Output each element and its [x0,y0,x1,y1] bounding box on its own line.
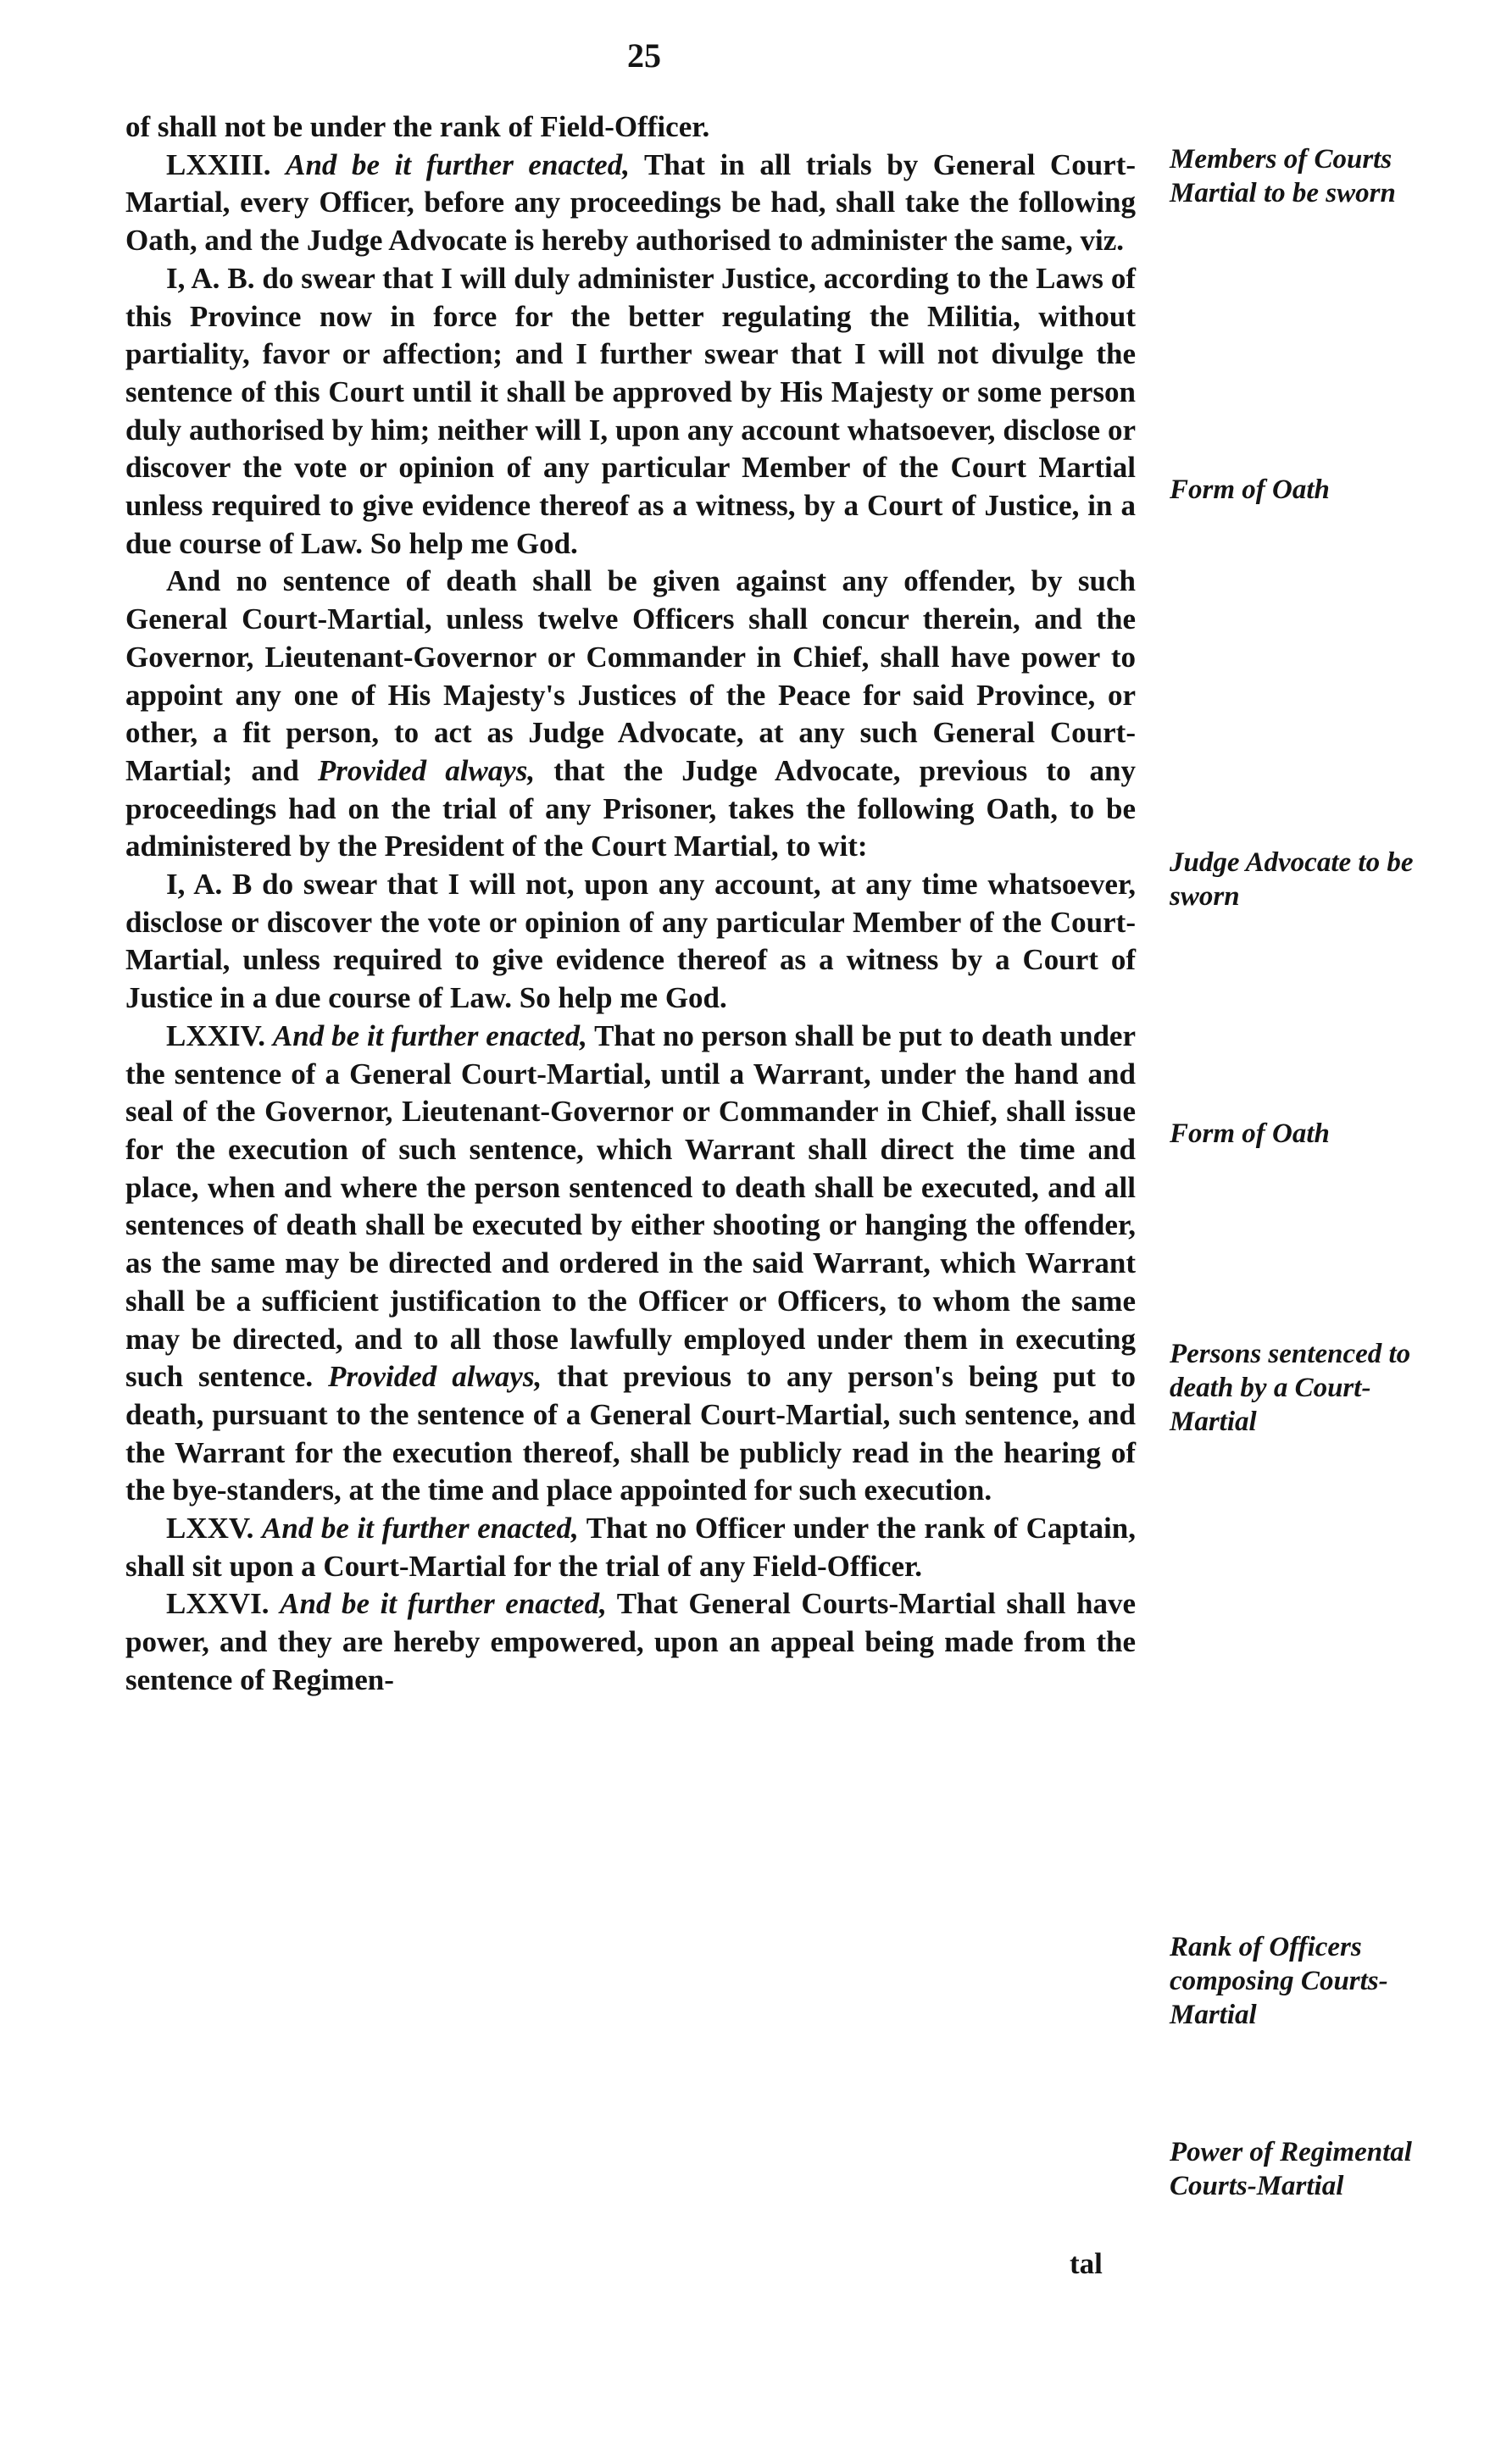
proviso-clause: Provided always, [317,753,536,787]
section-lxxv [125,1510,1136,1585]
margin-note: Persons sentenced to death by a Court-Martial [1170,1339,1411,1437]
margin-note: Judge Advocate to be sworn [1170,847,1414,912]
margin-note: Form of Oath [1170,474,1330,505]
paragraph-text: That in all trials by General Court-Martial, every Officer, before any proceedings be had, shall take the following Oath, and the Judge Advocate is hereby authorised to administer the same, viz. [125,147,1137,258]
paragraph-text: that previous to any person's being put to death, pursuant to the sentence of a General Court-Martial, such sentence, and the Warrant for the execution thereof, shall be publicly read in the hearing of the bye-standers, at the time and place appointed for such execution. [125,1360,1137,1507]
enacting-clause: And be it further enacted, [272,1018,587,1052]
margin-note: Members of Courts Martial to be sworn [1170,144,1396,208]
enacting-clause: And be it further enacted, [280,1587,607,1621]
enacting-clause: And be it further enacted, [286,147,630,181]
section-number: LXXIV. [166,1018,266,1052]
paragraph-text: of shall not be under the rank of Field-Officer. [125,110,710,143]
margin-note: Rank of Officers composing Courts-Martial [1170,1932,1388,2030]
page-number: 25 [627,36,661,75]
proviso-clause: Provided always, [328,1360,542,1394]
section-lxxiv [125,1018,1136,1510]
section-number: LXXIII. [166,147,271,181]
catchword: tal [1070,2247,1103,2280]
paragraph-text: that the Judge Advocate, previous to any proceedings had on the trial of any Prisoner, takes the following Oath, to be administered by the President of the Court Martial, to wit: [125,753,1136,863]
margin-note: Form of Oath [1170,1118,1330,1149]
paragraph-text: I, A. B do swear that I will not, upon any account, at any time whatsoever, disclose or discover the vote or opinion of any particular Member of the Court-Martial, unless required to give evidence thereof as a witness by a Court of Justice in a due course of Law. So help me God. [125,868,1136,1015]
paragraph-text: That General Courts-Martial shall have power, and they are hereby empowered, upon an appeal being made from the sentence of Regimen- [125,1587,1136,1696]
section-number: LXXVI. [166,1587,270,1621]
paragraph-continuation [125,108,1136,147]
section-number: LXXV. [166,1512,254,1546]
paragraph-text: That no person shall be put to death under the sentence of a General Court-Martial, until a Warrant, under the hand and seal of the Governor, Lieutenant-Governor or Commander in Chief, shall issue for the execution of such sentence, which Warrant shall direct the time and place, when and where the person sentenced to death shall be executed, and all sentences of death shall be executed by either shooting or hanging the offender, as the same may be directed and ordered in the said Warrant, which Warrant shall be a sufficient justification to the Officer or Officers, to whom the same may be directed, and to all those lawfully employed under them in executing such sentence. [125,1018,1136,1394]
paragraph-text: I, A. B. do swear that I will duly administer Justice, according to the Laws of this Province now in force for the better regulating the Militia, without partiality, favor or affection; and I further swear that I will not divulge the sentence of this Court until it shall be approved by His Majesty or some person duly authorised by him; neither will I, upon any account whatsoever, disclose or discover the vote or opinion of any particular Member of the Court Martial unless required to give evidence thereof as a witness, by a Court of Justice, in a due course of Law. So help me God. [125,261,1136,560]
section-lxxvi [125,1585,1136,1699]
enacting-clause: And be it further enacted, [262,1512,579,1546]
paragraph-text: And no sentence of death shall be given against any offender, by such General Court-Martial, unless twelve Officers shall concur therein, and the Governor, Lieutenant-Governor or Commander in Chief, shall have power to appoint any one of His Majesty's Justices of the Peace for said Province, or other, a fit person, to act as Judge Advocate, at any such General Court-Martial; and [125,564,1136,787]
main-text-column [125,108,1136,1700]
oath-officers [125,260,1136,563]
paragraph-text: That no Officer under the rank of Captain, shall sit upon a Court-Martial for the trial of any Field-Officer. [125,1512,1136,1583]
judge-advocate-paragraph [125,563,1136,866]
margin-note: Power of Regimental Courts-Martial [1170,2137,1412,2201]
section-lxxiii [125,147,1136,260]
oath-judge-advocate [125,866,1136,1018]
